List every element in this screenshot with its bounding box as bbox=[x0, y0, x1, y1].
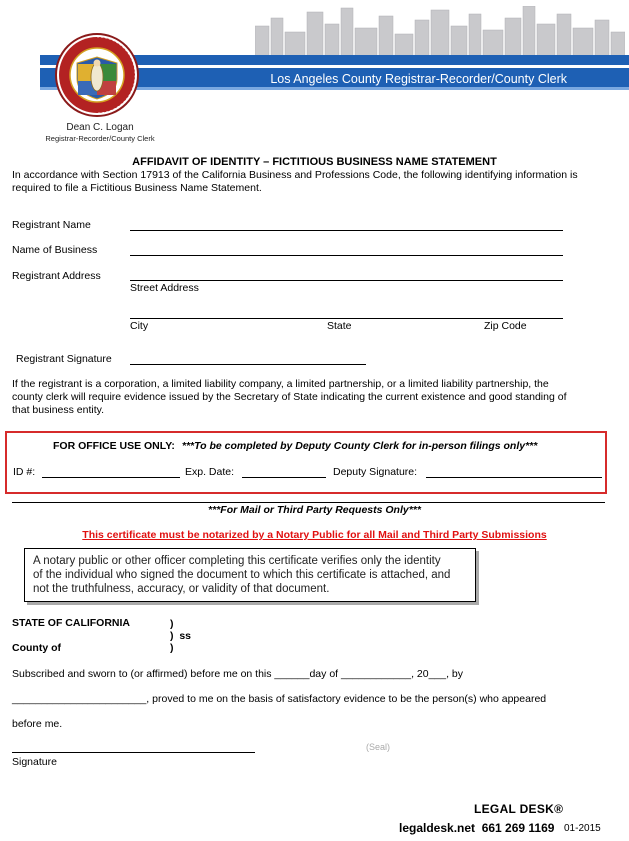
street-address-caption: Street Address bbox=[130, 282, 199, 294]
venue-paren-1: ) bbox=[170, 618, 174, 630]
notary-signature-label: Signature bbox=[12, 756, 57, 768]
legal-desk-brand: LEGAL DESK® bbox=[474, 802, 564, 816]
notary-disclaimer-box bbox=[24, 548, 476, 602]
registrant-signature-field[interactable] bbox=[130, 364, 366, 365]
office-use-heading-label: FOR OFFICE USE ONLY: bbox=[53, 440, 175, 452]
corp-notice-line-3: that business entity. bbox=[12, 404, 105, 416]
before-me: before me. bbox=[12, 718, 63, 730]
registrant-signature-label: Registrant Signature bbox=[16, 353, 112, 365]
registrant-name-field[interactable] bbox=[130, 230, 563, 231]
official-name: Dean C. Logan bbox=[66, 122, 134, 133]
official-title: Registrar-Recorder/County Clerk bbox=[45, 134, 155, 143]
intro-line-1: In accordance with Section 17913 of the California Business and Professions Code, the following identifying information is bbox=[12, 169, 578, 181]
city-skyline-graphic bbox=[255, 6, 625, 58]
id-field[interactable] bbox=[42, 477, 180, 478]
notary-box-line-3: not the truthfulness, accuracy, or validity of that document. bbox=[33, 583, 330, 595]
registrant-address-label: Registrant Address bbox=[12, 270, 101, 282]
county-of-label: County of bbox=[12, 642, 61, 654]
state-of-california: STATE OF CALIFORNIA bbox=[12, 617, 131, 629]
intro-line-2: required to file a Fictitious Business Name Statement. bbox=[12, 182, 262, 194]
office-use-heading-note: ***To be completed by Deputy County Clerk for in-person filings only*** bbox=[181, 440, 538, 452]
state-caption: State bbox=[327, 320, 352, 332]
registrant-name-label: Registrant Name bbox=[12, 219, 91, 231]
deputy-signature-field[interactable] bbox=[426, 477, 602, 478]
banner-title: Los Angeles County Registrar-Recorder/County Clerk bbox=[270, 72, 567, 86]
mail-section-heading: ***For Mail or Third Party Requests Only*** bbox=[208, 504, 421, 516]
document-title: AFFIDAVIT OF IDENTITY – FICTITIOUS BUSINESS NAME STATEMENT bbox=[132, 156, 497, 168]
venue-ss: ) ss bbox=[170, 630, 192, 642]
notary-signature-field[interactable] bbox=[12, 752, 255, 753]
legal-desk-contact: legaldesk.net 661 269 1169 bbox=[399, 821, 555, 835]
notary-box-line-1: A notary public or other officer completing this certificate verifies only the identity bbox=[33, 555, 441, 567]
corp-notice-line-1: If the registrant is a corporation, a limited liability company, a limited partnership, or a limited liability partnership, the bbox=[12, 378, 549, 390]
zip-caption: Zip Code bbox=[484, 320, 527, 332]
corp-notice-line-2: county clerk will require evidence issued by the Secretary of State indicating the current existence and good standing of bbox=[12, 391, 567, 403]
notary-box-line-2: of the individual who signed the document to which this certificate is attached, and bbox=[33, 569, 451, 581]
street-address-field[interactable] bbox=[130, 280, 563, 281]
office-use-heading bbox=[53, 440, 537, 453]
city-caption: City bbox=[130, 320, 149, 332]
sworn-statement: Subscribed and sworn to (or affirmed) before me on this ______day of ____________, 20___, by bbox=[12, 668, 464, 680]
county-seal-icon bbox=[55, 33, 139, 117]
business-name-label: Name of Business bbox=[12, 244, 98, 256]
deputy-signature-label: Deputy Signature: bbox=[333, 466, 418, 478]
exp-date-label: Exp. Date: bbox=[185, 466, 235, 478]
notarize-notice: This certificate must be notarized by a Notary Public for all Mail and Third Party Submissions bbox=[82, 529, 547, 541]
venue-paren-3: ) bbox=[170, 642, 174, 654]
business-name-field[interactable] bbox=[130, 255, 563, 256]
id-label: ID #: bbox=[13, 466, 36, 478]
proved-statement: _______________________, proved to me on the basis of satisfactory evidence to be the person(s) who appeared bbox=[12, 693, 547, 705]
exp-date-field[interactable] bbox=[242, 477, 326, 478]
office-use-box bbox=[5, 431, 607, 494]
city-state-zip-field[interactable] bbox=[130, 318, 563, 319]
official-block bbox=[40, 122, 160, 143]
form-date: 01-2015 bbox=[564, 823, 601, 834]
mail-section-divider bbox=[12, 502, 605, 503]
seal-placeholder: (Seal) bbox=[366, 742, 391, 752]
